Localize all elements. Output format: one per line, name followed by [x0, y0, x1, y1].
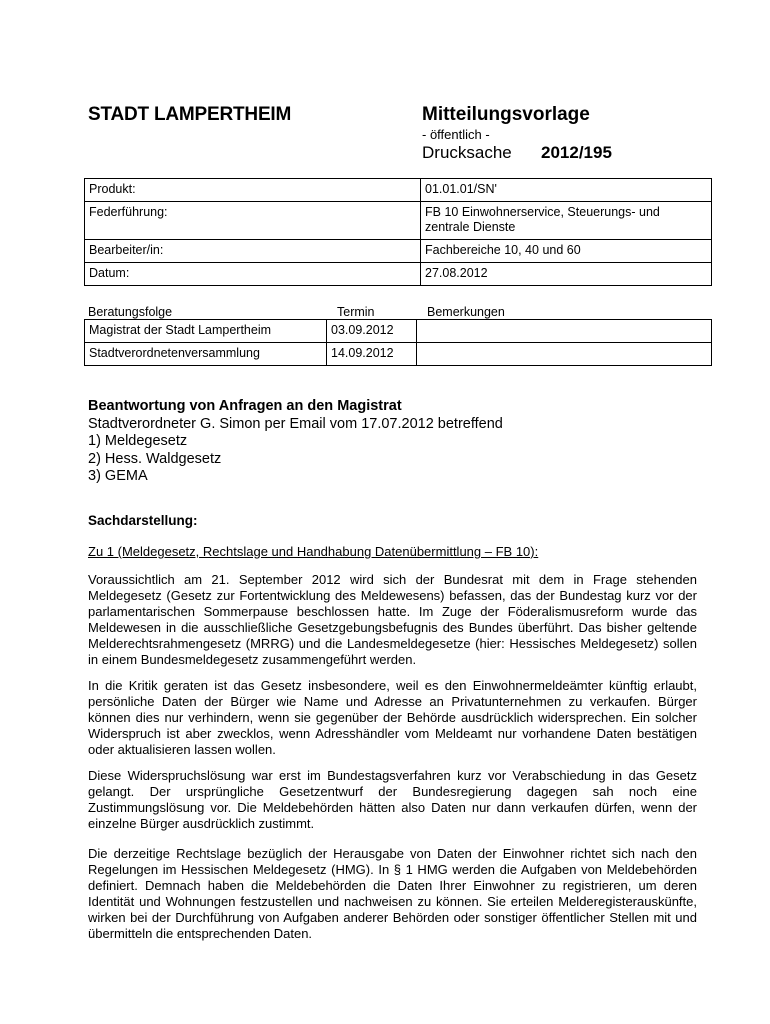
- info-value: 27.08.2012: [421, 263, 712, 286]
- info-table: [84, 178, 712, 286]
- paragraph: In die Kritik geraten ist das Gesetz insbesondere, weil es den Einwohnermeldeämter künftig erlaubt, persönliche Daten der Bürger wie Name und Adresse an Privatunternehmen zu verkaufen. Bürger können dies nur verhindern, wenn sie gegenüber der Behörde ausdrücklich widersprechen. Ein solcher Widerspruch ist aber zwecklos, wenn Adresshändler vom Meldeamt nur vorhandene Daten bestätigen oder aktualisieren lassen wollen.: [88, 678, 697, 757]
- beratung-body: Magistrat der Stadt Lampertheim: [85, 320, 327, 343]
- beratung-date: 14.09.2012: [327, 343, 417, 366]
- subject-item: 2) Hess. Waldgesetz: [88, 450, 222, 467]
- table-row: [85, 343, 712, 366]
- beratung-body: Stadtverordnetenversammlung: [85, 343, 327, 366]
- subject-item: 3) GEMA: [88, 468, 148, 484]
- subject-line: Stadtverordneter G. Simon per Email vom 17.07.2012 betreffend: [88, 415, 503, 432]
- table-row: [85, 320, 712, 343]
- info-label: Bearbeiter/in:: [85, 240, 421, 263]
- paragraph: Die derzeitige Rechtslage bezüglich der Herausgabe von Daten der Einwohner richtet sich nach den Regelungen im Hessischen Meldegesetz (HMG). In § 1 HMG werden die Aufgaben von Meldebehörden definiert. Demnach haben die Meldebehörden die Daten Ihrer Einwohner zu registrieren, um deren Identität und Wohnungen festzustellen und nachweisen zu können. Sie erteilen Melderegisterauskünfte, wirken bei der Durchführung von Aufgaben anderer Behörden oder sonstiger öffentlicher Stellen mit und übermitteln die entsprechenden Daten.: [88, 846, 697, 941]
- beratungsfolge-table: [84, 319, 712, 366]
- bemerkungen-header: Bemerkungen: [427, 305, 505, 319]
- sub-heading: Zu 1 (Meldegesetz, Rechtslage und Handhabung Datenübermittlung – FB 10):: [88, 544, 539, 559]
- table-row: [85, 202, 712, 240]
- table-row: [85, 240, 712, 263]
- info-label: Datum:: [85, 263, 421, 286]
- info-value: Fachbereiche 10, 40 und 60: [421, 240, 712, 263]
- paragraph: Voraussichtlich am 21. September 2012 wird sich der Bundesrat mit dem in Frage stehenden Meldegesetz (Gesetz zur Fortentwicklung des Meldewesens) befassen, das der Bundestag kurz vor der parlamentarischen Sommerpause beschlossen hatte. Im Zuge der Föderalismusreform wurde das Meldewesen in die ausschließliche Gesetzgebungsbefugnis des Bundes überführt. Das bisher geltende Melderechtsrahmengesetz (MRRG) und die Landesmeldegesetze (hier: Hessisches Meldegesetz) sollen in einem Bundesmeldegesetz zusammengeführt werden.: [88, 572, 697, 667]
- beratung-notes: [417, 343, 712, 366]
- info-label: Produkt:: [85, 179, 421, 202]
- termin-header: Termin: [337, 305, 375, 319]
- drucksache-label: Drucksache: [422, 143, 512, 162]
- beratung-notes: [417, 320, 712, 343]
- paragraph: Diese Widerspruchslösung war erst im Bundestagsverfahren kurz vor Verabschiedung in das Gesetz gelangt. Der ursprüngliche Gesetzentwurf der Bundesregierung dagegen sah noch eine Zustimmungslösung vor. Die Meldebehörden hätten also Daten nur dann verkaufen dürfen, wenn der einzelne Bürger ausdrücklich zustimmt.: [88, 768, 697, 831]
- subject-item: 1) Meldegesetz: [88, 433, 188, 449]
- document-title: Mitteilungsvorlage: [422, 104, 590, 125]
- beratungsfolge-header: Beratungsfolge: [88, 305, 173, 319]
- subject-title: Beantwortung von Anfragen an den Magistrat: [88, 398, 402, 414]
- table-row: [85, 263, 712, 286]
- table-row: [85, 179, 712, 202]
- subject-block: [88, 398, 708, 486]
- city-name: STADT LAMPERTHEIM: [88, 104, 292, 125]
- info-value: FB 10 Einwohnerservice, Steuerungs- und zentrale Dienste: [421, 202, 712, 240]
- visibility-label: - öffentlich -: [422, 127, 490, 142]
- info-label: Federführung:: [85, 202, 421, 240]
- info-value: 01.01.01/SN': [421, 179, 712, 202]
- beratung-date: 03.09.2012: [327, 320, 417, 343]
- section-title: Sachdarstellung:: [88, 513, 198, 528]
- drucksache-number: 2012/195: [541, 143, 612, 162]
